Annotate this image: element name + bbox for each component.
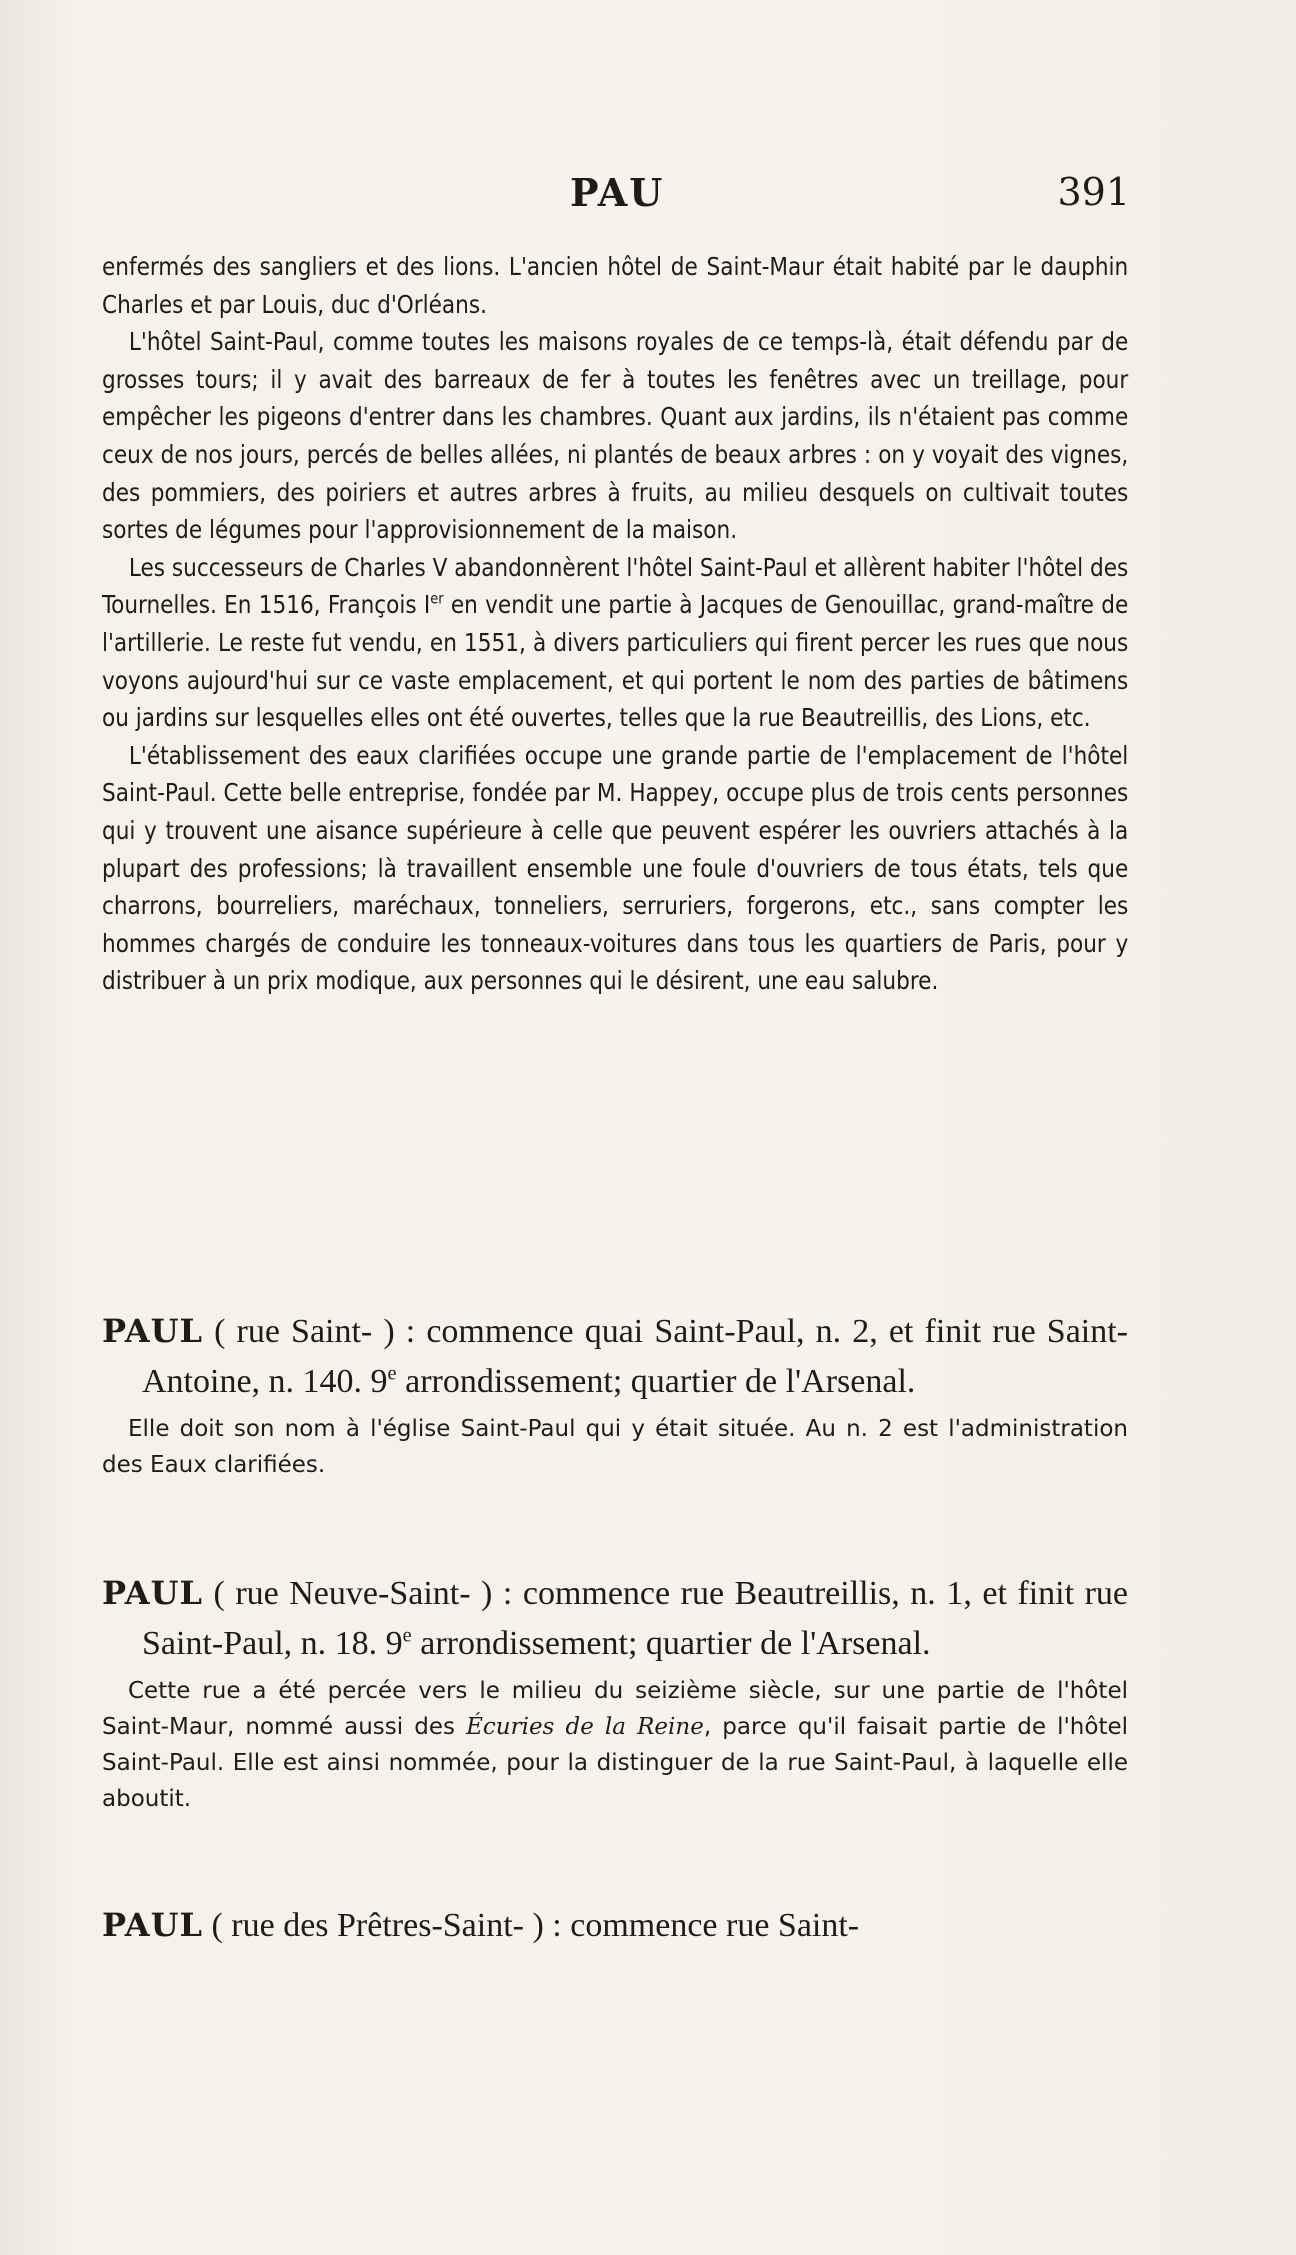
entry-heading-part-b: arrondissement; quartier de l'Arsenal. <box>411 1625 931 1662</box>
paragraph-3-part-a: Les successeurs de Charles V abandonnèrent l'hôtel Saint-Paul et allèrent habiter l'hôtel des Tournelles. En 1516, François I <box>102 552 1129 620</box>
entry-note: Elle doit son nom à l'église Saint-Paul qui y était située. Au n. 2 est l'administration des Eaux clarifiées. <box>102 1416 1128 1478</box>
entry-note-part-a: Cette rue a été percée vers le milieu du seizième siècle, sur une partie de l'hôtel Saint-Maur, nommé aussi des <box>102 1678 1128 1740</box>
running-head: PAU <box>570 170 665 215</box>
paragraph-1: enfermés des sangliers et des lions. L'ancien hôtel de Saint-Maur était habité par le dauphin Charles et par Louis, duc d'Orléans. <box>102 252 1129 319</box>
entry-heading <box>102 1568 1128 1669</box>
entry-heading <box>102 1306 1128 1407</box>
entry-name: PAUL <box>102 1906 203 1944</box>
entry-note <box>102 1673 1128 1817</box>
ordinal-superscript: er <box>430 590 444 609</box>
paragraph-3 <box>102 549 1128 737</box>
entry-heading-part-a: ( rue des Prêtres-Saint- ) : commence rue Saint- <box>202 1907 860 1944</box>
page-header <box>100 170 1130 230</box>
entry-note-part-b: , parce qu'il faisait partie de l'hôtel Saint-Paul. Elle est ainsi nommée, pour la distinguer de la rue Saint-Paul, à laquelle elle aboutit. <box>102 1714 1129 1812</box>
entry-name: PAUL <box>102 1574 203 1612</box>
ordinal-superscript: e <box>387 1362 397 1385</box>
entry-rue-des-pretres-saint-paul <box>102 1900 1128 1951</box>
entry-rue-saint-paul <box>102 1306 1128 1483</box>
entry-rue-neuve-saint-paul <box>102 1568 1128 1817</box>
paragraph-3-part-b: en vendit une partie à Jacques de Genouillac, grand-maître de l'artillerie. Le reste fut vendu, en 1551, à divers particuliers qui firent percer les rues que nous voyons aujourd'hui sur ce vaste emplacement, et qui portent le nom des parties de bâtimens ou jardins sur lesquelles elles ont été ouvertes, telles que la rue Beautreillis, des Lions, etc. <box>102 590 1129 733</box>
page-number: 391 <box>1057 170 1130 214</box>
entry-note-italic: Écuries de la Reine <box>466 1714 704 1740</box>
entry-heading-part-b: arrondissement; quartier de l'Arsenal. <box>396 1363 916 1400</box>
ordinal-superscript: e <box>402 1624 412 1647</box>
entry-heading-part-a: ( rue Neuve-Saint- ) : commence rue Beautreillis, n. 1, et finit rue Saint-Paul, n. 18. 9 <box>142 1575 1128 1662</box>
paragraph-2: L'hôtel Saint-Paul, comme toutes les maisons royales de ce temps-là, était défendu par de grosses tours; il y avait des barreaux de fer à toutes les fenêtres avec un treillage, pour empêcher les pigeons d'entrer dans les chambres. Quant aux jardins, ils n'étaient pas comme ceux de nos jours, percés de belles allées, ni plantés de beaux arbres : on y voyait des vignes, des pommiers, des poiriers et autres arbres à fruits, au milieu desquels on cultivait toutes sortes de légumes pour l'approvisionnement de la maison. <box>102 327 1129 545</box>
paragraph-4: L'établissement des eaux clarifiées occupe une grande partie de l'emplacement de l'hôtel Saint-Paul. Cette belle entreprise, fondée par M. Happey, occupe plus de trois cents personnes qui y trouvent une aisance supérieure à celle que peuvent espérer les ouvriers attachés à la plupart des professions; là travaillent ensemble une foule d'ouvriers de tous états, tels que charrons, bourreliers, maréchaux, tonneliers, serruriers, forgerons, etc., sans compter les hommes chargés de conduire les tonneaux-voitures dans tous les quartiers de Paris, pour y distribuer à un prix modique, aux personnes qui le désirent, une eau salubre. <box>102 740 1129 996</box>
entry-name: PAUL <box>102 1312 203 1350</box>
entry-heading-part-a: ( rue Saint- ) : commence quai Saint-Paul, n. 2, et finit rue Saint-Antoine, n. 140. 9 <box>142 1313 1128 1400</box>
entry-heading <box>102 1900 1128 1951</box>
body-text <box>102 248 1128 1000</box>
